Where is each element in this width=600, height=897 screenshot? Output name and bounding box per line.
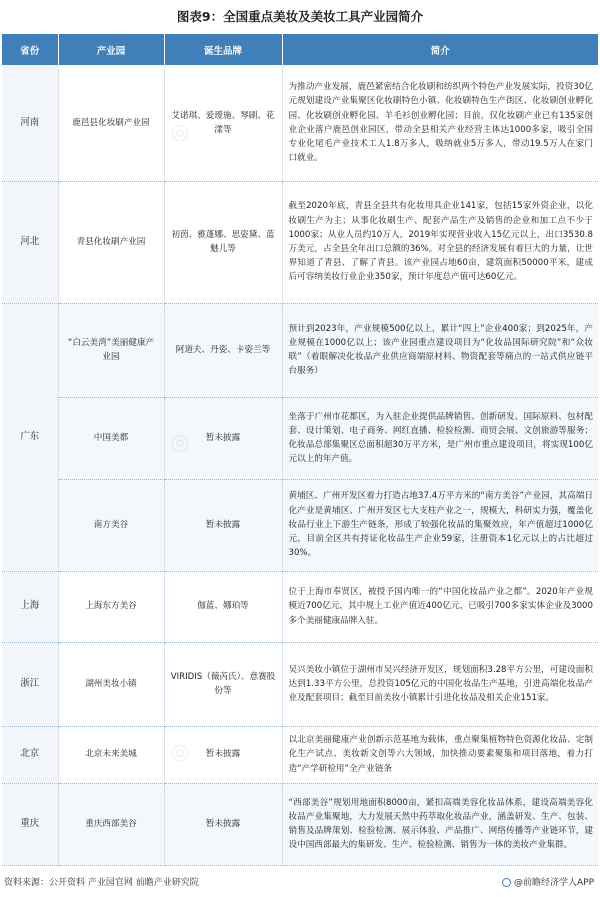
header-description: 简介 (282, 34, 598, 65)
table-row (2, 181, 598, 303)
app-credit-text: @前瞻经济学人APP (513, 878, 594, 888)
watermark: ◎ (165, 116, 194, 149)
province-cell: 重庆 (2, 783, 58, 865)
table-header-row (2, 34, 598, 65)
description-cell: 为推动产业发展，鹿邑紧密结合化妆刷和纺织两个特色产业发展实际，投资30亿元规划建设产业集聚区化妆刷特色小镇、化妆刷特色生产街区、化妆刷创业孵化园、化妆刷创业孵化园、羊毛衫创业孵化园；目前，仅化妆刷产业已有135家创业企业落户鹿邑创业园区，带动全县相关产业经营主体达1000多家，吸引全国专业化尾毛产业技术工人1.8万多人，吸纳就业5万多人，带动19.5万人在家门口就业。 (282, 65, 598, 181)
province-cell: 浙江 (2, 642, 58, 726)
table-row (2, 571, 598, 642)
description-cell: 坐落于广州市花都区，为入驻企业提供品牌销售、创新研发、国际原料、包材配套、设计策划、电子商务、网红直播、检验检测、商贸会展、文创旅游等服务；化妆品总部集聚区总面积超30万平方米，是广州市重点建设项目，将实现100亿元以上的年产值。 (282, 397, 598, 479)
table-row (2, 726, 598, 783)
brand-cell: 初茵、雅蓬娜、思姿黛、蓝魅儿等 (164, 181, 282, 303)
province-cell: 广东 (2, 303, 58, 571)
description-cell: 以北京美丽健康产业创新示范基地为载体，重点聚集植物特色资源化妆品、定制化生产试点、美妆新文创等六大领域，加快推动要素聚集和项目落地，着力打造“产学研检用”全产业链条 (282, 726, 598, 783)
description-cell: “西部美谷”规划用地面积8000亩，紧扣高端美容化妆品体系，建设高端美容化妆品产业集聚地，大力发展天然中药萃取化妆品产业，涵盖研发、生产、包装、销售及品牌策划、检验检测、展示体验、产品推广、网络传播等产业链环节，建设中国西部最大的集研发、生产、检验检测、销售为一体的美妆产业集群。 (282, 783, 598, 865)
app-credit (502, 875, 594, 888)
table-row (2, 397, 598, 479)
park-cell: 湖州美妆小镇 (58, 642, 164, 726)
table-row (2, 642, 598, 726)
header-province: 省份 (2, 34, 58, 65)
brand-cell: 阿道夫、丹姿、卡姿兰等 (164, 303, 282, 397)
park-cell: 中国美都 (58, 397, 164, 479)
figure-title: 图表9：全国重点美妆及美妆工具产业园简介 (176, 9, 424, 24)
header-brand: 诞生品牌 (164, 34, 282, 65)
header-park: 产业园 (58, 34, 164, 65)
province-cell: 河南 (2, 65, 58, 181)
source-note: 资料来源：公开资料 产业园官网 前瞻产业研究院 (4, 878, 199, 888)
brand-cell: 艾诺琪、爱瑷施、琴刷、花漾等 (164, 65, 282, 181)
description-cell: 截至2020年底，青县全县共有化妆用具企业141家，包括15家外资企业，以化妆刷生产为主；从事化妆刷生产、配套产品生产及销售的企业和加工点不少于1000家；从业人员约10万人，2019年实现营业收入15亿元以上，出口3530.8万美元，占全县全年出口总额的36%。对全县的经济发展有着巨大的力量，让世界知道了青县、了解了青县。该产业园占地60亩，建筑面积50000平米，建成后可容纳美妆行业企业350家，预计年度总产值可达60亿元。 (282, 181, 598, 303)
brand-cell: 伽蓝、娜珀等 (164, 571, 282, 642)
description-cell: 预计到2023年，产业规模500亿以上，累计“四上”企业400家；到2025年，产业规模在1000亿以上；该产业园重点建设项目为“化妆品国际研究院”和“众妆联”（着眼解决化妆品产业供应商端原材料、物资配套等痛点的一站式供应链平台服务） (282, 303, 598, 397)
park-cell: 南方美谷 (58, 479, 164, 571)
park-cell: 北京未来美城 (58, 726, 164, 783)
brand-cell: VIRIDIS（薇芮氏）、意赛股份等 (164, 642, 282, 726)
footer (0, 872, 600, 892)
park-cell: 青县化妆刷产业园 (58, 181, 164, 303)
park-cell: “白云美湾”美丽健康产业园 (58, 303, 164, 397)
description-cell: 位于上海市奉贤区，被授予国内唯一的“中国化妆品产业之都”。2020年产业规模近700亿元，其中规上工业产值近400亿元，已吸引700多家实体企业及3000多个美丽健康品牌入驻。 (282, 571, 598, 642)
province-cell: 河北 (2, 181, 58, 303)
province-cell: 上海 (2, 571, 58, 642)
table-row (2, 479, 598, 571)
park-cell: 鹿邑县化妆刷产业园 (58, 65, 164, 181)
description-cell: 吴兴美妆小镇位于湖州市吴兴经济开发区，规划面积3.28平方公里，可建设面积达到1.33平方公里，总投资105亿元的中国化妆品生产基地，引进高端化妆品产业及配套项目；截至目前美妆小镇累计引进化妆品及相关企业151家。 (282, 642, 598, 726)
brand-cell: 暂未披露 (164, 726, 282, 783)
province-cell: 北京 (2, 726, 58, 783)
brand-cell: 暂未披露 (164, 479, 282, 571)
description-cell: 黄埔区、广州开发区着力打造占地37.4万平方米的“南方美谷”产业园，其高端日化产业是黄埔区、广州开发区七大支柱产业之一，规模大，科研实力强，覆盖化妆品行业上下游生产链条，形成了较强化妆品的集聚效应，年产值超过1000亿元，目前全区共有持证化妆品生产企业59家，注册资本1亿元以上的占比超过30%。 (282, 479, 598, 571)
table-row (2, 783, 598, 865)
qianzhan-logo-icon (502, 878, 511, 887)
industrial-park-table (2, 34, 598, 866)
watermark: ◎ (165, 736, 194, 769)
table-row (2, 65, 598, 181)
park-cell: 重庆西部美谷 (58, 783, 164, 865)
table-row (2, 303, 598, 397)
brand-cell: 暂未披露 (164, 397, 282, 479)
park-cell: 上海东方美谷 (58, 571, 164, 642)
brand-cell: 暂未披露 (164, 783, 282, 865)
